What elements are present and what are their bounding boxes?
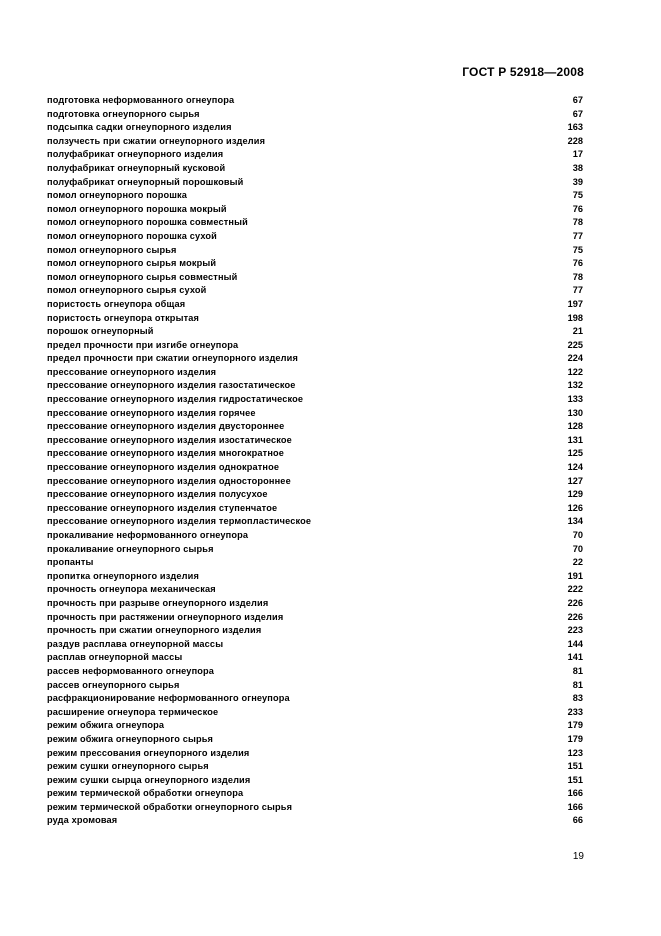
index-page-ref: 197	[567, 298, 583, 309]
index-term: прессование огнеупорного изделия газостатическое	[47, 380, 296, 391]
index-term: помол огнеупорного порошка сухой	[47, 230, 217, 241]
index-page-ref: 70	[572, 543, 583, 554]
index-term: прессование огнеупорного изделия	[47, 366, 217, 377]
index-entry	[47, 556, 583, 570]
index-entry	[47, 339, 583, 353]
index-entry	[47, 801, 583, 815]
index-term: рассев неформованного огнеупора	[47, 665, 215, 676]
index-page-ref: 133	[567, 394, 583, 405]
index-entry	[47, 679, 583, 693]
index-page-ref: 179	[567, 720, 583, 731]
index-entry	[47, 230, 583, 244]
index-term: прессование огнеупорного изделия ступенчатое	[47, 502, 278, 513]
index-page-ref: 141	[567, 652, 583, 663]
index-term: прессование огнеупорного изделия двустороннее	[47, 421, 285, 432]
index-entry	[47, 434, 583, 448]
index-page-ref: 77	[572, 285, 583, 296]
index-entry	[47, 624, 583, 638]
index-page-ref: 126	[567, 502, 583, 513]
index-entry	[47, 216, 583, 230]
index-term: прессование огнеупорного изделия горячее	[47, 407, 256, 418]
index-page-ref: 81	[572, 679, 583, 690]
index-page-ref: 224	[567, 353, 583, 364]
index-entry	[47, 692, 583, 706]
index-term: прокаливание неформованного огнеупора	[47, 530, 249, 540]
index-term: помол огнеупорного сырья	[47, 244, 177, 255]
index-entry	[47, 393, 583, 407]
index-page-ref: 66	[572, 815, 583, 826]
index-page-ref: 191	[567, 570, 583, 581]
index-entry	[47, 325, 583, 339]
index-term: режим сушки огнеупорного сырья	[47, 761, 209, 772]
index-term: прокаливание огнеупорного сырья	[47, 543, 214, 554]
index-page-ref: 70	[572, 530, 583, 540]
index-entry	[47, 611, 583, 625]
index-page-ref: 123	[567, 747, 583, 758]
index-entry	[47, 189, 583, 203]
index-page-ref: 166	[567, 788, 583, 799]
index-page-ref: 124	[567, 462, 583, 473]
index-entry	[47, 148, 583, 162]
index-page-ref: 233	[567, 706, 583, 717]
index-page-ref: 78	[572, 217, 583, 228]
index-term: подготовка неформованного огнеупора	[47, 95, 235, 105]
index-page-ref: 198	[567, 312, 583, 323]
index-term: прочность при сжатии огнеупорного изделия	[47, 625, 262, 636]
index-term: пористость огнеупора открытая	[47, 312, 199, 323]
index-term: прессование огнеупорного изделия термопластическое	[47, 516, 312, 527]
index-page-ref: 223	[567, 625, 583, 636]
index-entry	[47, 284, 583, 298]
index-term: руда хромовая	[47, 815, 118, 826]
index-entry	[47, 733, 583, 747]
index-entry	[47, 760, 583, 774]
index-term: расфракционирование неформованного огнеупора	[47, 693, 290, 704]
index-entry	[47, 298, 583, 312]
index-term: расплав огнеупорной массы	[47, 652, 183, 663]
index-entry	[47, 312, 583, 326]
index-page-ref: 132	[567, 380, 583, 391]
index-entry	[47, 447, 583, 461]
index-page-ref: 38	[572, 162, 583, 173]
standard-designation: ГОСТ Р 52918—2008	[462, 65, 584, 79]
index-entry	[47, 706, 583, 720]
index-entry	[47, 502, 583, 516]
index-page-ref: 144	[567, 638, 583, 649]
index-term: режим прессования огнеупорного изделия	[47, 747, 250, 758]
index-page-ref: 21	[572, 326, 583, 337]
index-term: порошок огнеупорный	[47, 326, 154, 337]
index-page-ref: 129	[567, 489, 583, 500]
index-entry	[47, 570, 583, 584]
index-term: прочность при растяжении огнеупорного изделия	[47, 611, 284, 622]
index-entry	[47, 420, 583, 434]
index-entry	[47, 638, 583, 652]
index-entry	[47, 271, 583, 285]
index-term: прессование огнеупорного изделия изостатическое	[47, 434, 292, 445]
index-page-ref: 22	[572, 557, 583, 568]
index-page-ref: 222	[567, 584, 583, 595]
index-term: предел прочности при изгибе огнеупора	[47, 339, 239, 350]
index-page-ref: 151	[567, 761, 583, 772]
index-page-ref: 76	[572, 203, 583, 214]
index-page-ref: 163	[567, 122, 583, 133]
index-term: прочность при разрыве огнеупорного изделия	[47, 597, 269, 608]
index-term: пористость огнеупора общая	[47, 298, 186, 309]
index-term: прессование огнеупорного изделия одностороннее	[47, 475, 291, 486]
index-term: пропанты	[47, 557, 94, 568]
index-entry	[47, 787, 583, 801]
index-page-ref: 226	[567, 611, 583, 622]
index-term: расширение огнеупора термическое	[47, 706, 219, 717]
index-page-ref: 81	[572, 665, 583, 676]
index-term: раздув расплава огнеупорной массы	[47, 638, 224, 649]
index-term: режим обжига огнеупорного сырья	[47, 733, 214, 744]
index-term: пропитка огнеупорного изделия	[47, 570, 199, 581]
index-term: режим сушки сырца огнеупорного изделия	[47, 774, 251, 785]
index-term: рассев огнеупорного сырья	[47, 679, 180, 690]
index-page-ref: 39	[572, 176, 583, 187]
index-entry	[47, 814, 583, 828]
index-term: прессование огнеупорного изделия однократное	[47, 462, 280, 473]
index-term: помол огнеупорного сырья мокрый	[47, 258, 217, 269]
index-entry	[47, 529, 583, 543]
index-page-ref: 77	[572, 230, 583, 241]
index-page-ref: 130	[567, 407, 583, 418]
index-page-ref: 225	[567, 339, 583, 350]
index-page-ref: 134	[567, 516, 583, 527]
index-term: помол огнеупорного порошка мокрый	[47, 203, 227, 214]
index-term: полуфабрикат огнеупорного изделия	[47, 149, 224, 160]
index-entry	[47, 583, 583, 597]
index-entry	[47, 257, 583, 271]
index-entry	[47, 176, 583, 190]
index-term: ползучесть при сжатии огнеупорного изделия	[47, 135, 266, 146]
index-page-ref: 127	[567, 475, 583, 486]
index-entry	[47, 379, 583, 393]
index-entry	[47, 719, 583, 733]
index-entry	[47, 108, 583, 122]
index-page-ref: 67	[572, 108, 583, 119]
index-term: помол огнеупорного сырья сухой	[47, 285, 207, 296]
index-page-ref: 128	[567, 421, 583, 432]
index-page-ref: 83	[572, 693, 583, 704]
index-term: помол огнеупорного порошка совместный	[47, 217, 248, 228]
index-entry	[47, 515, 583, 529]
index-page-ref: 78	[572, 271, 583, 282]
index-term: прессование огнеупорного изделия многократное	[47, 448, 285, 459]
index-entry	[47, 543, 583, 557]
index-entry	[47, 488, 583, 502]
index-page-ref: 228	[567, 135, 583, 146]
index-page-ref: 67	[572, 95, 583, 105]
index-entry	[47, 774, 583, 788]
index-entry	[47, 162, 583, 176]
index-page-ref: 131	[567, 434, 583, 445]
index-term: режим термической обработки огнеупорного сырья	[47, 801, 293, 812]
index-entry	[47, 651, 583, 665]
index-entry	[47, 665, 583, 679]
index-entry	[47, 203, 583, 217]
index-term: подсыпка садки огнеупорного изделия	[47, 122, 232, 133]
index-term: прочность огнеупора механическая	[47, 584, 216, 595]
index-entry	[47, 352, 583, 366]
index-entry	[47, 244, 583, 258]
index-term: помол огнеупорного сырья совместный	[47, 271, 238, 282]
index-entry	[47, 597, 583, 611]
index-term: прессование огнеупорного изделия полусухое	[47, 489, 268, 500]
index-page-ref: 151	[567, 774, 583, 785]
index-term: помол огнеупорного порошка	[47, 190, 188, 201]
index-entry	[47, 747, 583, 761]
index-page-ref: 122	[567, 366, 583, 377]
index-page-ref: 75	[572, 244, 583, 255]
index-page-ref: 125	[567, 448, 583, 459]
index-page-ref: 75	[572, 190, 583, 201]
index-term: режим термической обработки огнеупора	[47, 788, 244, 799]
index-entry	[47, 121, 583, 135]
index-term: прессование огнеупорного изделия гидростатическое	[47, 394, 304, 405]
index-entry	[47, 135, 583, 149]
index-term: предел прочности при сжатии огнеупорного изделия	[47, 353, 298, 364]
index-entry	[47, 366, 583, 380]
page-number: 19	[572, 851, 584, 862]
index-page-ref: 17	[572, 149, 583, 160]
index-term: полуфабрикат огнеупорный порошковый	[47, 176, 244, 187]
index-page-ref: 166	[567, 801, 583, 812]
index-entry	[47, 461, 583, 475]
index-term: полуфабрикат огнеупорный кусковой	[47, 162, 226, 173]
index-term: режим обжига огнеупора	[47, 720, 165, 731]
index-page-ref: 76	[572, 258, 583, 269]
index-entry	[47, 94, 583, 108]
index-page-ref: 226	[567, 597, 583, 608]
index-page-ref: 179	[567, 733, 583, 744]
index-entry	[47, 475, 583, 489]
index-term: подготовка огнеупорного сырья	[47, 108, 200, 119]
alphabetical-index	[47, 94, 583, 828]
index-entry	[47, 407, 583, 421]
